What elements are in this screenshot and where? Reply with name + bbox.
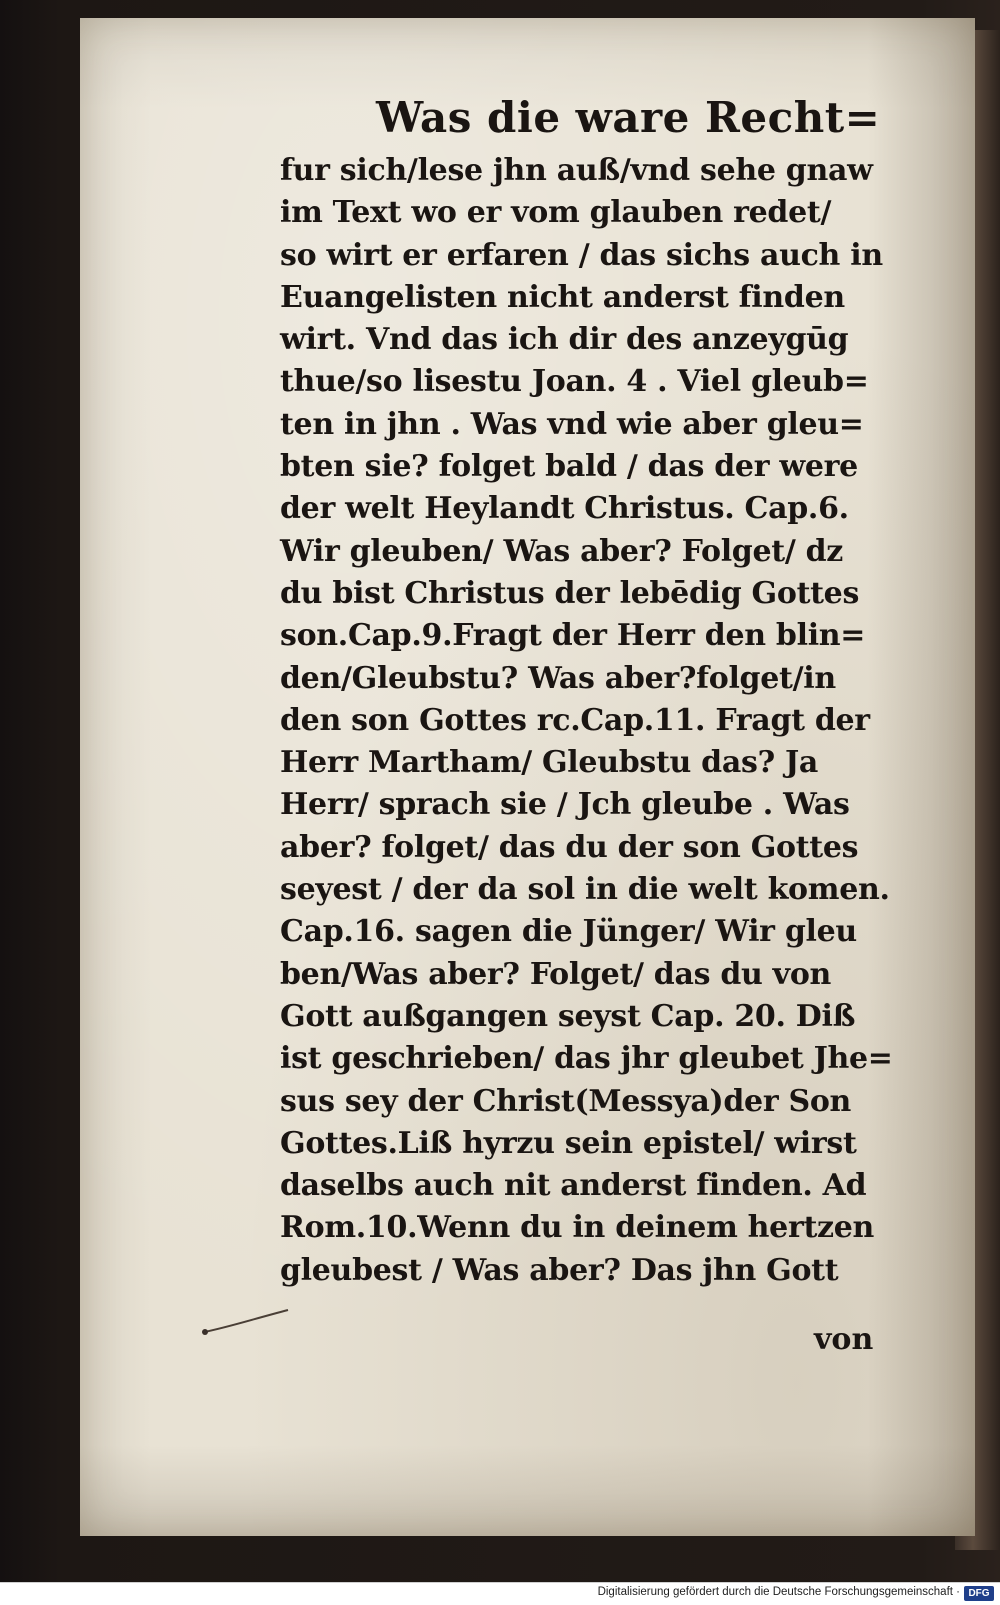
running-head: Was die ware Recht= <box>376 93 881 142</box>
text-line: gleubest / Was aber? Das jhn Gott <box>280 1252 839 1288</box>
text-line: sus sey der Christ(Messya)der Son <box>280 1083 852 1119</box>
dfg-logo: DFG <box>964 1586 994 1601</box>
text-line: aber? folget/ das du der son Gottes <box>280 829 859 865</box>
text-line: ten in jhn . Was vnd wie aber gleu= <box>280 406 864 442</box>
text-line: bten sie? folget bald / das der were <box>280 449 858 485</box>
text-line: thue/so lisestu Joan. 4 . Viel gleub= <box>280 364 869 400</box>
text-line: seyest / der da sol in die welt komen. <box>280 872 890 908</box>
text-line: im Text wo er vom glauben redet/ <box>280 195 832 231</box>
text-line: wirt. Vnd das ich dir des anzeygūg <box>280 322 849 358</box>
text-line: Cap.16. sagen die Jünger/ Wir gleu <box>280 914 857 950</box>
text-line: Gottes.Liß hyrzu sein epistel/ wirst <box>280 1125 857 1161</box>
text-line: den/Gleubstu? Was aber?folget/in <box>280 660 836 696</box>
body-text <box>280 150 900 1292</box>
footer-bar <box>0 1582 1000 1605</box>
text-line: ben/Was aber? Folget/ das du von <box>280 956 832 992</box>
catchword: von <box>814 1322 874 1357</box>
text-line: son.Cap.9.Fragt der Herr den blin= <box>280 618 866 654</box>
text-line: so wirt er erfaren / das sichs auch in <box>280 237 883 273</box>
text-line: Herr Martham/ Gleubstu das? Ja <box>280 745 819 781</box>
text-line: Gott außgangen seyst Cap. 20. Diß <box>280 998 856 1034</box>
text-line: du bist Christus der lebēdig Gottes <box>280 575 860 611</box>
text-line: der welt Heylandt Christus. Cap.6. <box>280 491 849 527</box>
text-line: daselbs auch nit anderst finden. Ad <box>280 1168 867 1204</box>
book-page <box>80 18 975 1536</box>
text-line: Euangelisten nicht anderst finden <box>280 279 845 315</box>
text-line: Wir gleuben/ Was aber? Folget/ dz <box>280 533 844 569</box>
text-line: Herr/ sprach sie / Jch gleube . Was <box>280 787 850 823</box>
footer-credit: Digitalisierung gefördert durch die Deutsche Forschungsgemeinschaft · <box>597 1586 960 1598</box>
text-line: Rom.10.Wenn du in deinem hertzen <box>280 1210 875 1246</box>
text-line: den son Gottes rc.Cap.11. Fragt der <box>280 702 870 738</box>
text-line: ist geschrieben/ das jhr gleubet Jhe= <box>280 1041 893 1077</box>
text-line: fur sich/lese jhn auß/vnd sehe gnaw <box>280 153 873 188</box>
text-block <box>280 86 900 1292</box>
pen-stroke-mark <box>200 1308 290 1338</box>
